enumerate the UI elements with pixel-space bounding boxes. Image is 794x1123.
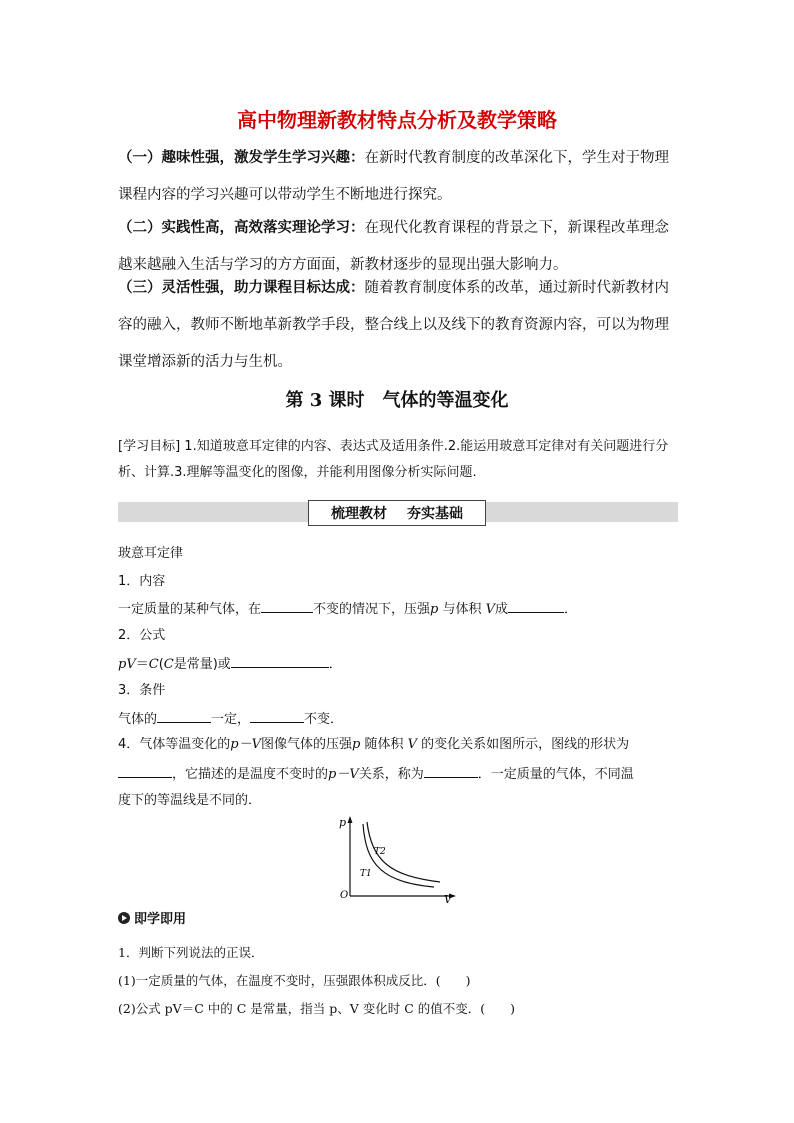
objectives-text: 1.知道玻意耳定律的内容、表达式及适用条件.2.能运用玻意耳定律对有关问题进行分析、计算.3.理解等温变化的图像，并能利用图像分析实际问题. xyxy=(118,439,669,480)
content-text-e: ． xyxy=(564,602,578,617)
y-axis-label: p xyxy=(339,816,347,829)
symbol-V: V xyxy=(485,602,496,617)
learning-objectives xyxy=(118,434,680,486)
content-heading: 1．内容 xyxy=(118,574,166,589)
iso-text-g: ．一定质量的气体，不同温 xyxy=(477,767,634,782)
strategy-2-text: 在现代化教育课程的背景之下，新课程改革理念越来越融入生活与学习的方方面面，新教材逐步的显现出强大影响力。 xyxy=(118,220,669,273)
strategy-3-text: 随着教育制度体系的改革，通过新时代新教材内容的融入，教师不断地革新教学手段，整合线上以及线下的教育资源内容，可以为物理课堂增添新的活力与生机。 xyxy=(118,280,669,370)
condition-heading: 3．条件 xyxy=(118,683,166,698)
strategy-1 xyxy=(118,140,680,214)
practice-title: 即学即用 xyxy=(134,912,187,927)
content-text-c: 与体积 xyxy=(438,602,486,617)
formula-end: ． xyxy=(328,657,342,672)
formula-pv: pV xyxy=(118,657,136,672)
formula-eq: ＝ xyxy=(135,657,149,672)
formula-c2: C xyxy=(163,657,174,672)
y-axis-arrow xyxy=(348,816,353,823)
formula-heading: 2．公式 xyxy=(118,628,166,643)
blank-3 xyxy=(231,653,329,668)
lesson-title: 第 3 课时 气体的等温变化 xyxy=(285,390,509,411)
banner-left: 梳理教材 xyxy=(331,506,387,522)
strategy-3-label: （三）灵活性强，助力课程目标达成： xyxy=(118,280,365,296)
blank-5 xyxy=(250,708,304,723)
isotherm-line-1 xyxy=(118,735,688,755)
iso-text-d: 的变化关系如图所示，图线的形状为 xyxy=(417,737,630,752)
content-text-d: 成 xyxy=(495,602,509,617)
content-text-b: 不变的情况下，压强 xyxy=(313,602,431,617)
x-axis-label: V xyxy=(444,893,452,904)
symbol-p: p xyxy=(430,602,439,617)
iso-text-c: 随体积 xyxy=(360,737,408,752)
blank-4 xyxy=(157,708,211,723)
iso-text-f: 关系，称为 xyxy=(358,767,424,782)
curve-label-t1: T1 xyxy=(360,869,372,879)
cond-text-c: 不变． xyxy=(304,712,344,727)
banner-right: 夯实基础 xyxy=(407,506,463,522)
formula-c: C xyxy=(148,657,159,672)
origin-label: O xyxy=(340,890,349,901)
question-heading: 1．判断下列说法的正误． xyxy=(118,945,264,960)
cond-text-b: 一定， xyxy=(211,712,251,727)
blank-6 xyxy=(118,763,172,778)
iso-text-a: 4．气体等温变化的 xyxy=(118,737,231,752)
condition-line xyxy=(118,708,688,730)
practice-heading xyxy=(118,908,186,927)
section-banner xyxy=(308,500,486,526)
document-title: 高中物理新教材特点分析及教学策略 xyxy=(237,108,557,132)
strategy-1-text: 在新时代教育制度的改革深化下，学生对于物理课程内容的学习兴趣可以带动学生不断地进行探究。 xyxy=(118,150,669,203)
iso-pv: p－V xyxy=(230,737,261,752)
strategy-1-label: （一）趣味性强，激发学生学习兴趣： xyxy=(118,150,365,166)
strategy-2-label: （二）实践性高，高效落实理论学习： xyxy=(118,220,365,236)
formula-text: 是常量)或 xyxy=(173,657,231,672)
iso-V: V xyxy=(407,737,417,752)
question-2: (2)公式 pV＝C 中的 C 是常量，指当 p、V 变化时 C 的值不变．( ) xyxy=(118,1001,515,1016)
cond-text-a: 气体的 xyxy=(118,712,158,727)
strategy-3 xyxy=(118,270,680,381)
curve-label-t2: T2 xyxy=(374,847,386,857)
iso-text-b: 图像气体的压强 xyxy=(261,737,353,752)
blank-1 xyxy=(261,598,313,613)
formula-paren: ( xyxy=(158,657,164,672)
content-line xyxy=(118,598,688,620)
iso-p: p xyxy=(352,737,361,752)
isotherm-graph xyxy=(336,814,460,904)
iso-pv2: p－V xyxy=(328,767,359,782)
isotherm-line-2 xyxy=(118,763,688,785)
blank-7 xyxy=(424,763,478,778)
play-icon xyxy=(118,912,130,924)
blank-2 xyxy=(508,598,564,613)
law-title: 玻意耳定律 xyxy=(118,546,184,561)
content-text-a: 一定质量的某种气体，在 xyxy=(118,602,262,617)
iso-text-e: ，它描述的是温度不变时的 xyxy=(172,767,329,782)
objectives-label: [学习目标] xyxy=(118,439,181,454)
isotherm-line-3: 度下的等温线是不同的． xyxy=(118,793,262,808)
formula-line xyxy=(118,653,688,675)
question-1: (1)一定质量的气体，在温度不变时，压强跟体积成反比．( ) xyxy=(118,973,471,988)
